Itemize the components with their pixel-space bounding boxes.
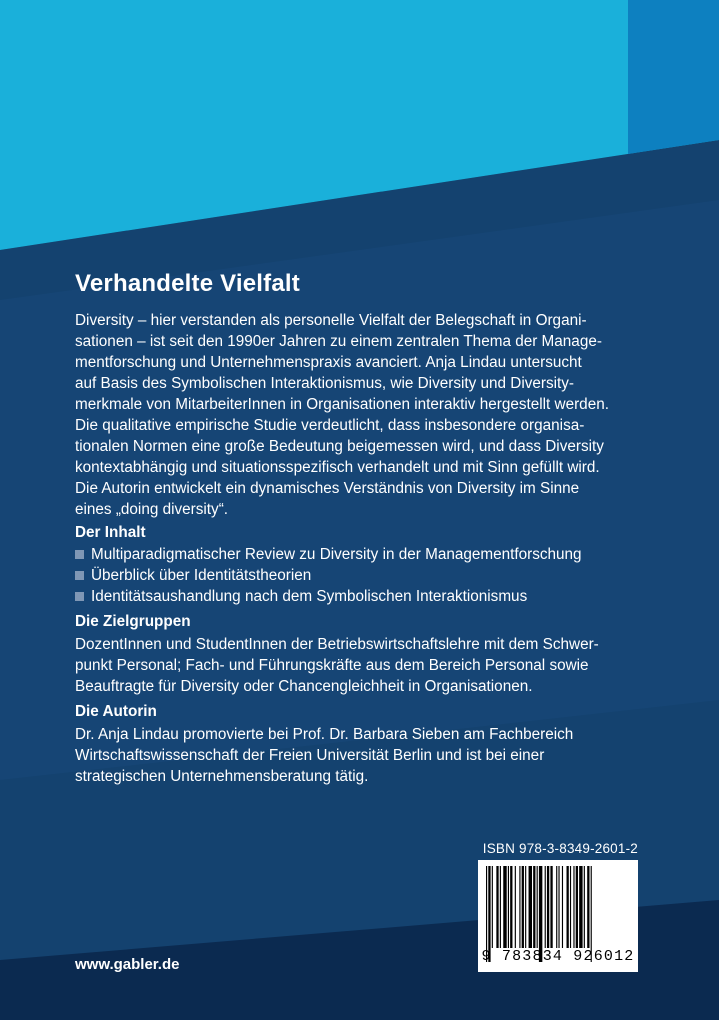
barcode-bar — [576, 866, 578, 948]
inhalt-list — [75, 544, 635, 607]
barcode-digits: 9 783834 926012 — [481, 948, 635, 965]
barcode-bar — [567, 866, 569, 948]
abstract-line: merkmale von MitarbeiterInnen in Organisationen interaktiv hergestellt werden. — [75, 396, 609, 413]
text-line: Dr. Anja Lindau promovierte bei Prof. Dr. Barbara Sieben am Fachbereich — [75, 726, 574, 743]
barcode-bar — [492, 866, 493, 948]
list-item-text: Multiparadigmatischer Review zu Diversity in der Managementforschung — [91, 546, 582, 563]
barcode-bar — [519, 866, 520, 948]
barcode-bar — [529, 866, 532, 948]
abstract-line: eines „doing diversity“. — [75, 501, 229, 518]
abstract-line: sationen – ist seit den 1990er Jahren zu einem zentralen Thema der Manage- — [75, 333, 602, 350]
barcode-bar — [570, 866, 571, 948]
abstract-line: mentforschung und Unternehmenspraxis avanciert. Anja Lindau untersucht — [75, 354, 582, 371]
barcode-bar — [584, 866, 585, 948]
barcode-bar — [500, 866, 501, 948]
isbn-label: ISBN 978-3-8349-2601-2 — [482, 841, 638, 856]
zielgruppen-text — [75, 634, 631, 697]
barcode-bar — [515, 866, 516, 948]
abstract-line: tionalen Normen eine große Bedeutung beigemessen wird, und dass Diversity — [75, 438, 604, 455]
barcode-bar — [547, 866, 549, 948]
list-item-text: Überblick über Identitätstheorien — [91, 567, 312, 584]
zielgruppen-heading: Die Zielgruppen — [75, 613, 191, 630]
barcode-bar — [545, 866, 546, 948]
barcode-bar — [503, 866, 506, 948]
barcode-bar — [550, 866, 552, 948]
barcode-bar — [510, 866, 512, 948]
list-item — [75, 544, 635, 565]
barcode-bar — [562, 866, 563, 948]
text-line: DozentInnen und StudentInnen der Betriebswirtschaftslehre mit dem Schwer- — [75, 636, 599, 653]
barcode-bar — [525, 866, 526, 948]
list-item — [75, 586, 635, 607]
abstract-line: Die Autorin entwickelt ein dynamisches Verständnis von Diversity im Sinne — [75, 480, 580, 497]
barcode-bar — [496, 866, 498, 948]
autorin-text — [75, 724, 631, 787]
book-title: Verhandelte Vielfalt — [75, 270, 300, 297]
barcode-bar — [508, 866, 509, 948]
barcode-bar — [573, 866, 574, 948]
list-item — [75, 565, 635, 586]
inhalt-heading: Der Inhalt — [75, 524, 146, 541]
text-line: Wirtschaftswissenschaft der Freien Universität Berlin und ist bei einer — [75, 747, 545, 764]
abstract-line: kontextabhängig und situationsspezifisch verhandelt und mit Sinn gefüllt wird. — [75, 459, 600, 476]
abstract-line: auf Basis des Symbolischen Interaktionismus, wie Diversity und Diversity- — [75, 375, 575, 392]
bullet-square-icon — [75, 550, 84, 559]
barcode-bar — [558, 866, 559, 948]
abstract-line: Die qualitative empirische Studie verdeutlicht, dass insbesondere organisa- — [75, 417, 585, 434]
autorin-heading: Die Autorin — [75, 703, 157, 720]
publisher-website: www.gabler.de — [75, 956, 180, 973]
barcode-bar — [587, 866, 589, 948]
barcode-bar — [533, 866, 535, 948]
barcode-bar — [556, 866, 557, 948]
barcode-bar — [522, 866, 524, 948]
list-item-text: Identitätsaushandlung nach dem Symbolischen Interaktionismus — [91, 588, 528, 605]
text-line: punkt Personal; Fach- und Führungskräfte aus dem Bereich Personal sowie — [75, 657, 589, 674]
barcode-bar — [537, 866, 538, 948]
barcode-bar — [579, 866, 582, 948]
bullet-square-icon — [75, 592, 84, 601]
text-line: Beauftragte für Diversity oder Chancengleichheit in Organisationen. — [75, 678, 533, 695]
bullet-square-icon — [75, 571, 84, 580]
text-line: strategischen Unternehmensberatung tätig. — [75, 768, 369, 785]
abstract — [75, 310, 627, 520]
abstract-line: Diversity – hier verstanden als personelle Vielfalt der Belegschaft in Organi- — [75, 312, 587, 329]
